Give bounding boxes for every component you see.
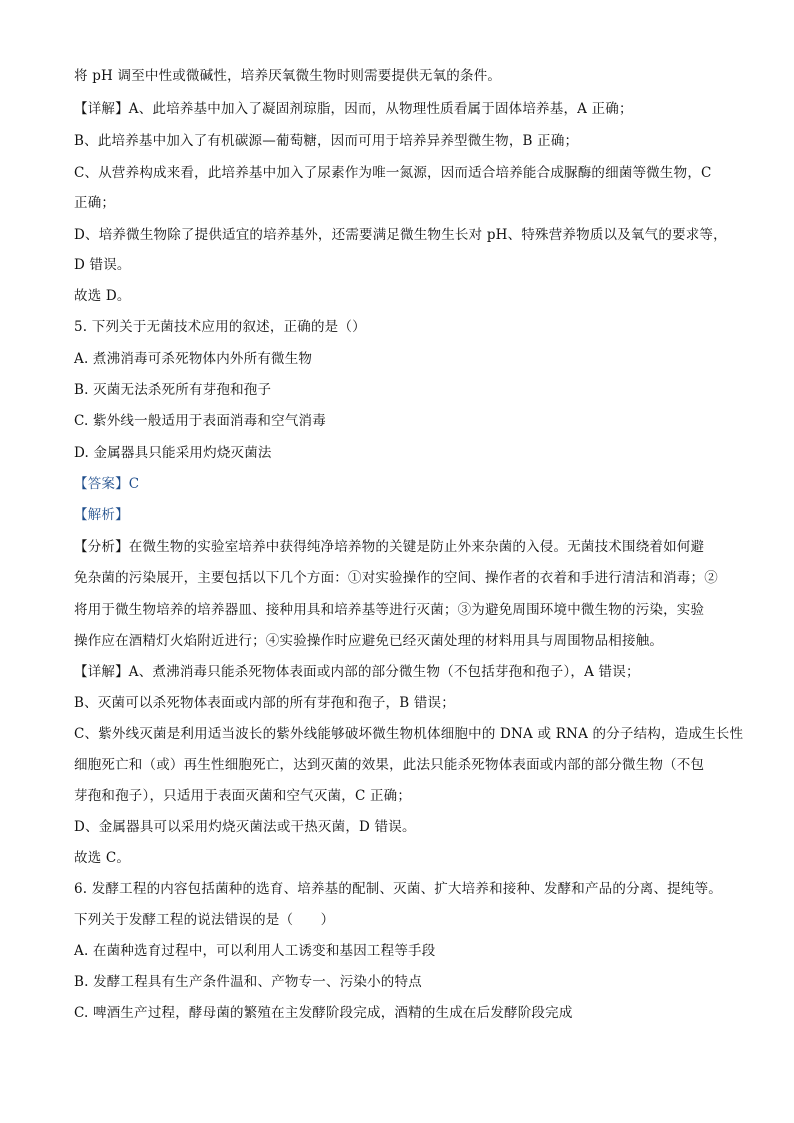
text-line: D、金属器具可以采用灼烧灭菌法或干热灭菌，D 错误。 — [74, 819, 416, 835]
text-line: B、此培养基中加入了有机碳源—葡萄糖，因而可用于培养异养型微生物，B 正确； — [74, 133, 579, 149]
text-line: B、灭菌可以杀死物体表面或内部的所有芽孢和孢子，B 错误； — [74, 695, 455, 711]
conclusion-line: 故选 C。 — [74, 850, 131, 866]
detail-line: 【详解】A、此培养基中加入了凝固剂琼脂，因而，从物理性质看属于固体培养基，A 正确； — [74, 101, 633, 117]
detail-line: 【详解】A、煮沸消毒只能杀死物体表面或内部的部分微生物（不包括芽孢和孢子），A 错误； — [74, 664, 640, 680]
text-line: 将 pH 调至中性或微碱性，培养厌氧微生物时则需要提供无氧的条件。 — [74, 68, 502, 84]
question-6-option-c: C. 啤酒生产过程，酵母菌的繁殖在主发酵阶段完成，酒精的生成在后发酵阶段完成 — [74, 1005, 573, 1021]
analysis-line: 将用于微生物培养的培养器皿、接种用具和培养基等进行灭菌；③为避免周围环境中微生物的污染，实验 — [74, 602, 705, 618]
question-6-stem: 下列关于发酵工程的说法错误的是（ ） — [74, 912, 335, 928]
question-6-option-b: B. 发酵工程具有生产条件温和、产物专一、污染小的特点 — [74, 974, 422, 990]
text-line: D 错误。 — [74, 257, 131, 273]
text-line: D、培养微生物除了提供适宜的培养基外，还需要满足微生物生长对 pH、特殊营养物质以及氧气的要求等， — [74, 227, 727, 243]
conclusion-line: 故选 D。 — [74, 288, 131, 304]
analysis-line: 免杂菌的污染展开，主要包括以下几个方面：①对实验操作的空间、操作者的衣着和手进行清洁和消毒；② — [74, 570, 718, 586]
text-line: 细胞死亡和（或）再生性细胞死亡，达到灭菌的效果，此法只能杀死物体表面或内部的部分微生物（不包 — [74, 757, 705, 773]
analysis-label: 【解析】 — [74, 507, 129, 523]
question-6-stem: 6. 发酵工程的内容包括菌种的选育、培养基的配制、灭菌、扩大培养和接种、发酵和产品的分离、提纯等。 — [74, 881, 722, 897]
text-line: 芽孢和孢子），只适用于表面灭菌和空气灭菌，C 正确； — [74, 788, 412, 804]
question-5-option-c: C. 紫外线一般适用于表面消毒和空气消毒 — [74, 413, 326, 429]
analysis-line: 【分析】在微生物的实验室培养中获得纯净培养物的关键是防止外来杂菌的入侵。无菌技术围绕着如何避 — [74, 539, 705, 555]
answer-label: 【答案】C — [74, 476, 140, 492]
question-5-option-b: B. 灭菌无法杀死所有芽孢和孢子 — [74, 382, 272, 398]
question-6-option-a: A. 在菌种选育过程中，可以利用人工诱变和基因工程等手段 — [74, 943, 436, 959]
question-5-option-a: A. 煮沸消毒可杀死物体内外所有微生物 — [74, 351, 313, 367]
text-line: 正确； — [74, 195, 116, 211]
analysis-line: 操作应在酒精灯火焰附近进行；④实验操作时应避免已经灭菌处理的材料用具与周围物品相接触。 — [74, 633, 664, 649]
text-line: C、紫外线灭菌是利用适当波长的紫外线能够破坏微生物机体细胞中的 DNA 或 RNA 的分子结构，造成生长性 — [74, 726, 744, 742]
text-line: C、从营养构成来看，此培养基中加入了尿素作为唯一氮源，因而适合培养能合成脲酶的细菌等微生物，C — [74, 165, 712, 181]
question-5-stem: 5. 下列关于无菌技术应用的叙述，正确的是（） — [74, 319, 366, 335]
question-5-option-d: D. 金属器具只能采用灼烧灭菌法 — [74, 445, 272, 461]
